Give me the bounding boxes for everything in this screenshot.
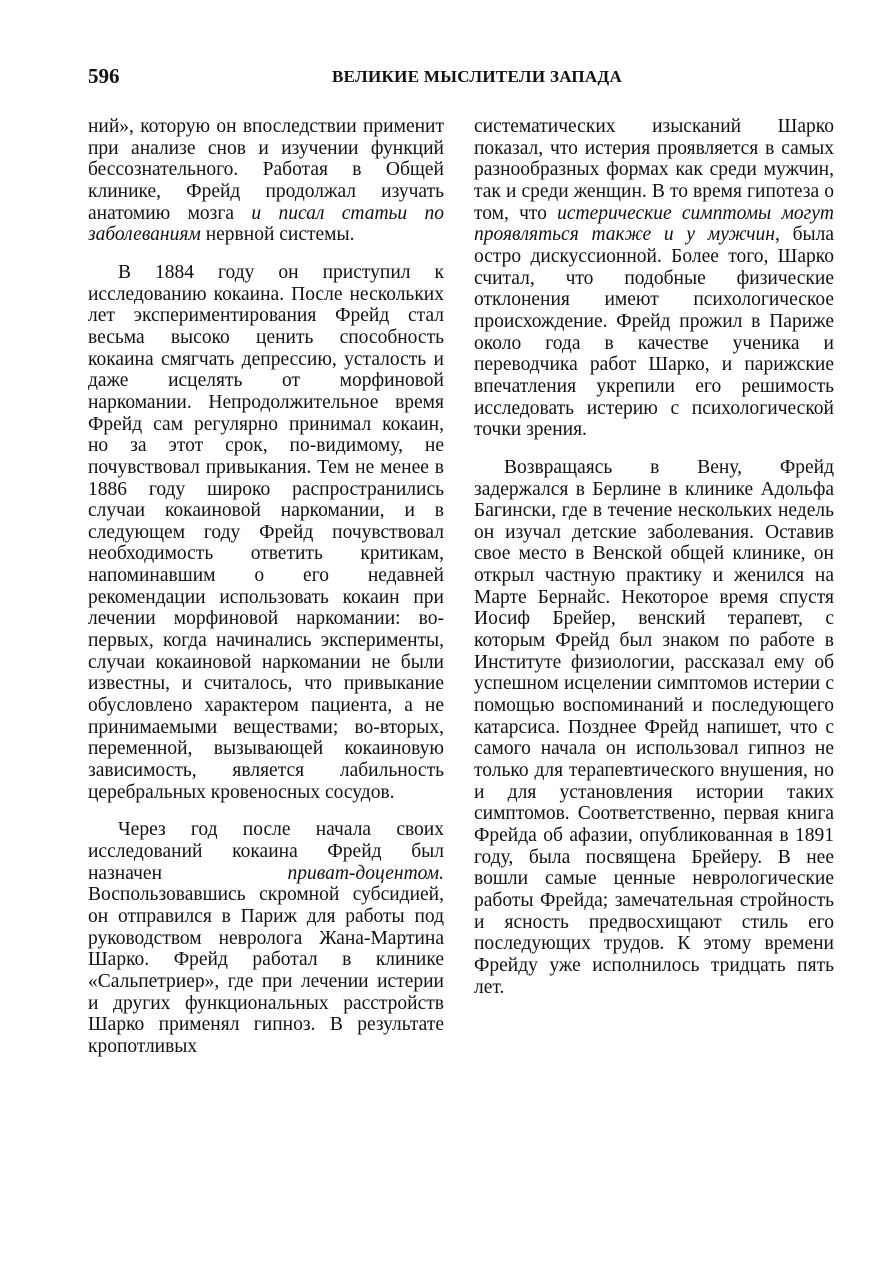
page-number: 596	[88, 64, 120, 88]
paragraph	[474, 116, 834, 441]
italic-term: приват-доцентом.	[287, 862, 444, 884]
right-column	[474, 116, 834, 998]
paragraph: Возвращаясь в Вену, Фрейд задержался в Берлине в клинике Адольфа Багински, где в течение нескольких недель он изучал детские заболевания. Оставив свое место в Венской общей клинике, он открыл частную практику и женился на Марте Бернайс. Некоторое время спустя Иосиф Брейер, венский терапевт, с которым Фрейд был знаком по работе в Институте физиологии, рассказал ему об успешном исцелении симптомов истерии с помощью воспоминаний и последующего катарсиса. Позднее Фрейд напишет, что с самого начала он использовал гипноз не только для терапевтического внушения, но и для установления истории таких симптомов. Соответственно, первая книга Фрейда об афазии, опубликованная в 1891 году, была посвящена Брейеру. В нее вошли самые ценные неврологические работы Фрейда; замечательная стройность и ясность предвосхищают стиль его последующих трудов. К этому времени Фрейду уже исполнилось тридцать пять лет.	[474, 456, 834, 998]
paragraph: В 1884 году он приступил к исследованию кокаина. После нескольких лет экспериментирования Фрейд стал весьма высоко ценить способность кокаина смягчать депрессию, усталость и даже исцелять от морфиновой наркомании. Непродолжительное время Фрейд сам регулярно принимал кокаин, но за этот срок, по-видимому, не почувствовал привыкания. Тем не менее в 1886 году широко распространились случаи кокаиновой наркомании, и в следующем году Фрейд почувствовал необходимость ответить критикам, напоминавшим о его недавней рекомендации использовать кокаин при лечении морфиновой наркомании: во-первых, когда начинались эксперименты, случаи кокаиновой наркомании не были известны, и считалось, что привыкание обусловлено характером пациента, а не принимаемыми веществами; во-вторых, переменной, вызывающей кокаиновую зависимость, является лабильность церебральных кровеносных сосудов.	[88, 261, 444, 803]
running-head: ВЕЛИКИЕ МЫСЛИТЕЛИ ЗАПАДА	[332, 67, 623, 86]
paragraph-text: ний», которую он впоследствии применит при анализе снов и изучении функций бессознательного. Работая в Общей клинике, Фрейд продолжал изучать анатомию мозга	[88, 116, 444, 224]
paragraph-text: Воспользовавшись скромной субсидией, он отправился в Париж для работы под руководством невролога Жана-Мартина Шарко. Фрейд работал в клинике «Сальпетриер», где при лечении истерии и других функциональных расстройств Шарко применял гипноз. В результате кропотливых	[88, 884, 444, 1057]
paragraph	[88, 819, 444, 1057]
italic-phrase: истерические симптомы могут проявляться также и у мужчин	[474, 202, 834, 246]
left-column	[88, 116, 444, 1058]
paragraph-text: нервной системы.	[200, 224, 355, 246]
paragraph-text: , была остро дискуссионной. Более того, Шарко считал, что подобные физические отклонения имеют психологическое происхождение. Фрейд прожил в Париже около года в качестве ученика и переводчика работ Шарко, и парижские впечатления укрепили его решимость исследовать истерию с психологической точки зрения.	[474, 224, 834, 441]
paragraph-text: Через год после начала своих исследований кокаина Фрейд был назначен	[88, 819, 444, 884]
italic-phrase: и писал статьи по заболеваниям	[88, 202, 444, 246]
paragraph	[88, 116, 444, 246]
paragraph-text: систематических изысканий Шарко показал, что истерия проявляется в самых разнообразных формах как среди мужчин, так и среди женщин. В то время гипотеза о том, что	[474, 116, 834, 224]
